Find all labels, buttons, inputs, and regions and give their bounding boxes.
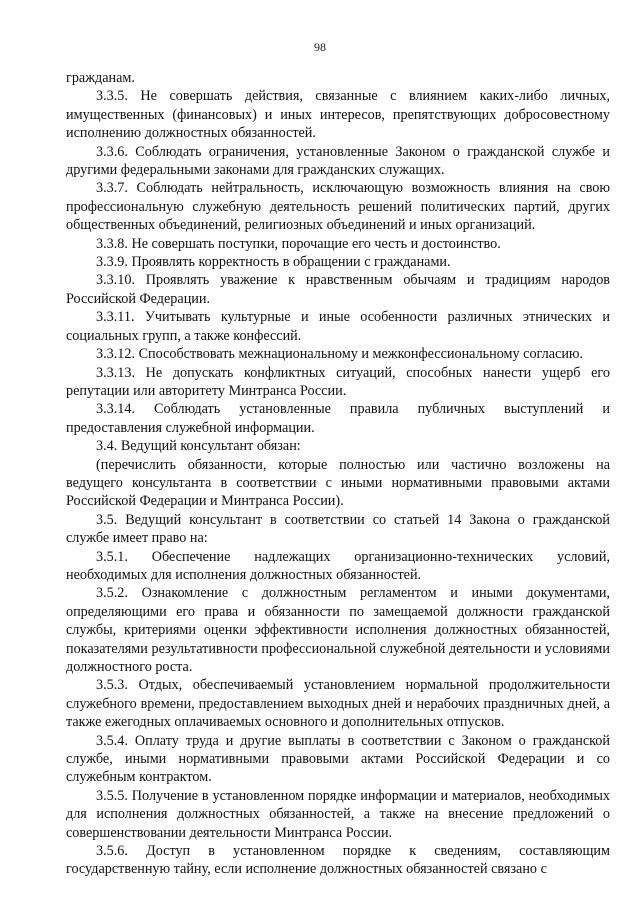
paragraph: 3.5.3. Отдых, обеспечиваемый установлением нормальной продолжительности служебного времени, предоставлением выходных дней и нерабочих праздничных дней, а также ежегодных оплачиваемых основного и дополнительных отпусков. — [66, 677, 610, 731]
paragraph: 3.3.6. Соблюдать ограничения, установленные Законом о гражданской службе и другими федеральными законами для гражданских служащих. — [66, 143, 610, 179]
paragraph: гражданам. — [66, 70, 135, 86]
paragraph: 3.5.2. Ознакомление с должностным регламентом и иными документами, определяющими его права и обязанности по замещаемой должности гражданской службы, критериями оценки эффективности исполнения должностных обязанностей, показателями результативности профессиональной служебной деятельности и условиями должностного роста. — [66, 585, 610, 675]
paragraph: 3.5.6. Доступ в установленном порядке к сведениям, составляющим государственную тайну, если исполнение должностных обязанностей связано с — [66, 843, 610, 878]
paragraph: 3.3.12. Способствовать межнациональному и межконфессиональному согласию. — [96, 346, 584, 363]
paragraph: (перечислить обязанности, которые полностью или частично возложены на ведущего консультанта в соответствии с иными нормативными правовыми актами Российской Федерации и Минтранса России). — [66, 456, 610, 510]
paragraph: 3.3.14. Соблюдать установленные правила публичных выступлений и предоставления служебной информации. — [66, 401, 610, 436]
paragraph: 3.3.11. Учитывать культурные и иные особенности различных этнических и социальных групп, а также конфессий. — [66, 309, 610, 344]
paragraph: 3.3.7. Соблюдать нейтральность, исключающую возможность влияния на свою профессиональную служебную деятельность решений политических партий, других общественных объединений, религиозных объединений и иных организаций. — [66, 180, 610, 234]
paragraph: 3.5.4. Оплату труда и другие выплаты в соответствии с Законом о гражданской службе, иными нормативными правовыми актами Российской Федерации и со служебным контрактом. — [66, 732, 610, 786]
paragraph: 3.5.5. Получение в установленном порядке информации и материалов, необходимых для исполнения должностных обязанностей, а также на внесение предложений о совершенствовании деятельности Минтранса России. — [66, 787, 610, 841]
document-body — [66, 69, 610, 879]
paragraph: 3.3.10. Проявлять уважение к нравственным обычаям и традициям народов Российской Федерации. — [66, 272, 610, 307]
paragraph: 3.5.1. Обеспечение надлежащих организационно-технических условий, необходимых для исполнения должностных обязанностей. — [66, 548, 610, 583]
paragraph: 3.4. Ведущий консультант обязан: — [96, 438, 301, 455]
paragraph: 3.5. Ведущий консультант в соответствии со статьей 14 Закона о гражданской службе имеет право на: — [66, 511, 610, 547]
paragraph: 3.3.5. Не совершать действия, связанные с влиянием каких-либо личных, имущественных (финансовых) и иных интересов, препятствующих добросовестному исполнению должностных обязанностей. — [66, 88, 610, 142]
page-number: 98 — [314, 40, 326, 54]
paragraph: 3.3.13. Не допускать конфликтных ситуаций, способных нанести ущерб его репутации или авторитету Минтранса России. — [66, 364, 610, 399]
paragraph: 3.3.9. Проявлять корректность в обращении с гражданами. — [96, 254, 451, 271]
paragraph: 3.3.8. Не совершать поступки, порочащие его честь и достоинство. — [96, 235, 501, 252]
